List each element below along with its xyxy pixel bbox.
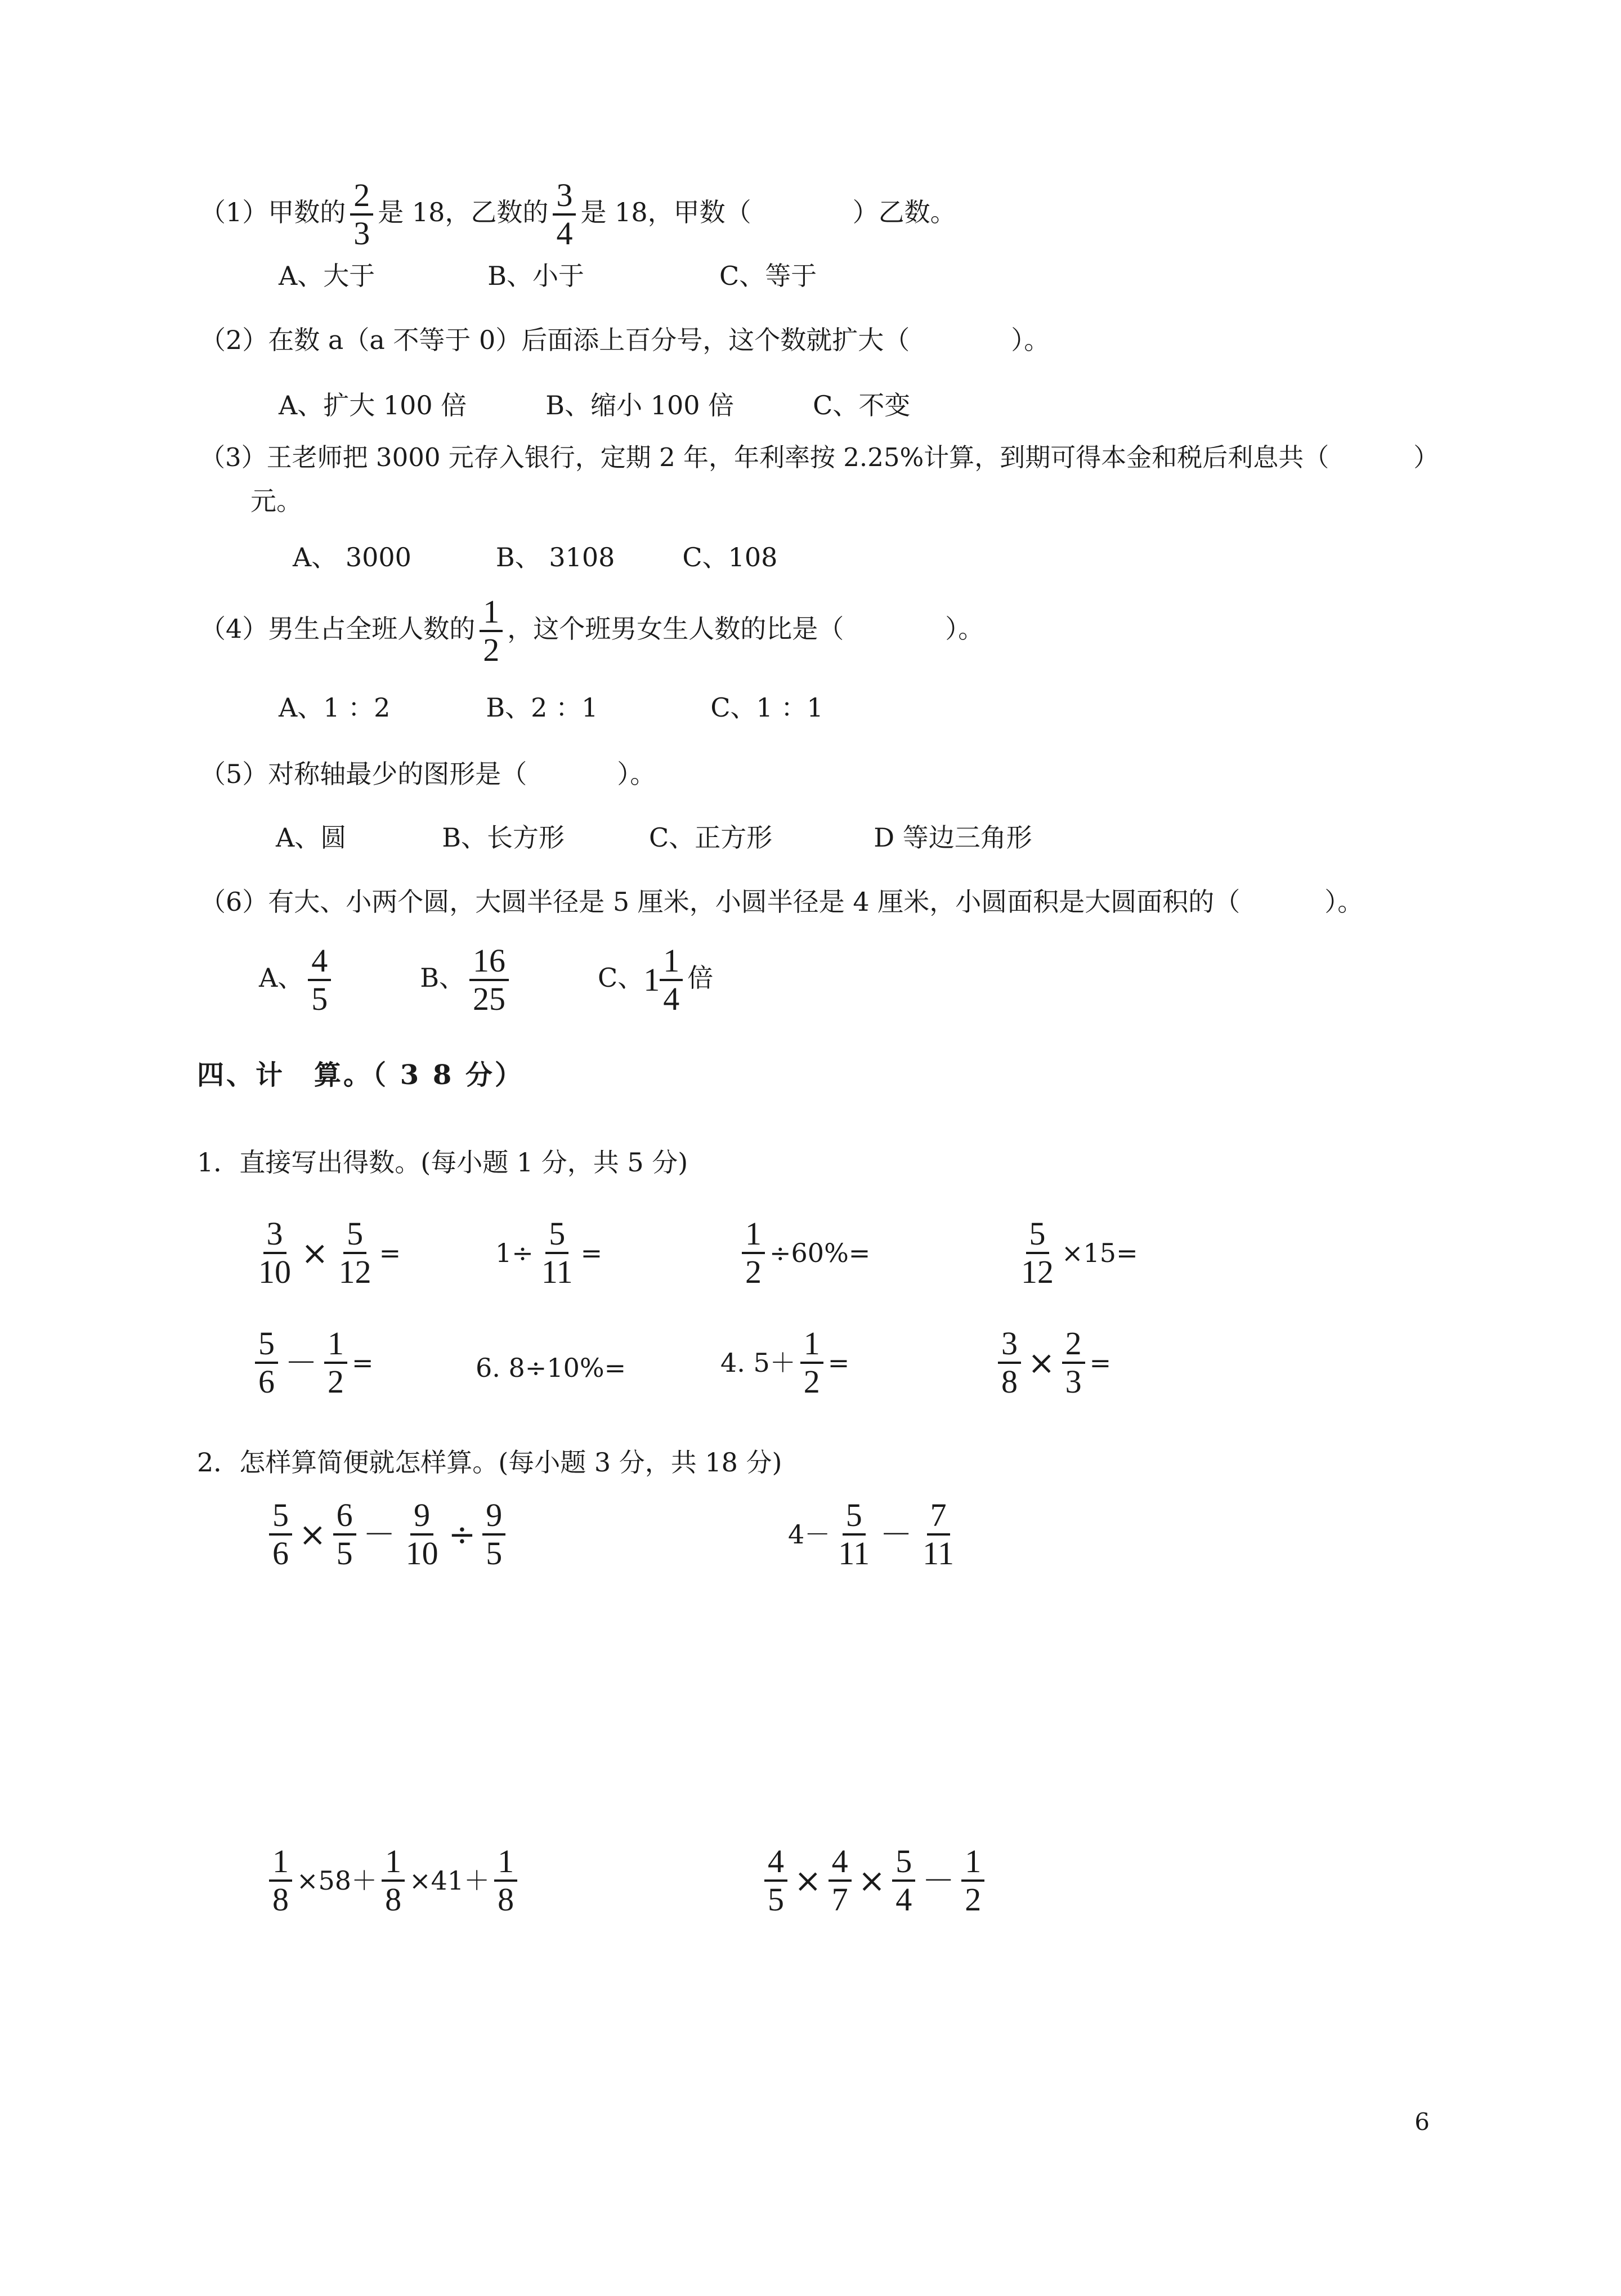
numerator: 16 [469, 943, 509, 981]
q5-options [276, 821, 1032, 854]
fraction [480, 594, 503, 668]
denominator: 11 [838, 1535, 870, 1572]
numerator: 4 [829, 1843, 852, 1882]
operator: － [922, 1861, 955, 1900]
fraction [892, 1843, 915, 1918]
denominator: 25 [473, 981, 506, 1017]
operator: － [362, 1515, 396, 1554]
numerator: 1 [742, 1216, 765, 1254]
calc1-expr-5: $\frac{5}{6}$ － $\frac{1}{2}$ = [250, 1326, 374, 1400]
option-b[interactable]: B、小于 [487, 261, 585, 291]
q4-options [279, 691, 823, 724]
calc1-expr-4: $\frac{5}{12}$ ×15= [1013, 1216, 1138, 1290]
denominator: 5 [311, 981, 328, 1017]
numerator: 1 [269, 1843, 292, 1882]
numerator: 5 [255, 1326, 278, 1364]
option-a[interactable]: A、大于 [279, 261, 375, 291]
denominator: 4 [895, 1881, 912, 1918]
denominator: 10 [405, 1535, 438, 1572]
denominator: 5 [768, 1881, 784, 1918]
operator: － [880, 1515, 913, 1554]
fraction [494, 1843, 517, 1918]
denominator: 2 [745, 1254, 762, 1290]
calc2-expr-3: $\frac{1}{8}$ ×58＋ $\frac{1}{8}$ ×41＋ $\frac{1}{8}$ [265, 1843, 522, 1918]
numerator: 7 [927, 1497, 950, 1536]
q3-stem: （3）王老师把 3000 元存入银行，定期 2 年，年利率按 2.25%计算，到期可得本金和税后利息共（ ） [200, 442, 1439, 472]
fraction [255, 1326, 278, 1400]
q2-options [279, 388, 910, 422]
denominator: 12 [1021, 1254, 1054, 1290]
fraction [350, 177, 373, 252]
q3-options [293, 540, 777, 574]
fraction [998, 1326, 1021, 1400]
q6-stem: （6）有大、小两个圆，大圆半径是 5 厘米，小圆半径是 4 厘米，小圆面积是大圆面积的（ ）。 [200, 887, 1364, 917]
denominator: 2 [483, 632, 500, 668]
operator: × [1028, 1344, 1055, 1382]
denominator: 4 [556, 215, 573, 252]
denominator: 2 [803, 1363, 820, 1400]
option-c[interactable]: C、108 [682, 542, 778, 572]
numerator: 1 [800, 1326, 823, 1364]
numerator: 6 [333, 1497, 356, 1536]
operator: × [299, 1515, 326, 1554]
numerator: 3 [553, 177, 576, 216]
fraction [764, 1843, 787, 1918]
numerator: 5 [545, 1216, 568, 1254]
option-c[interactable]: C、1 $\frac{1}{4}$ 倍 [598, 942, 714, 1017]
denominator: 2 [965, 1881, 982, 1918]
option-c[interactable]: C、正方形 [649, 822, 773, 853]
page-number: 6 [1414, 2108, 1430, 2136]
fraction [469, 943, 509, 1017]
denominator: 11 [541, 1254, 573, 1290]
numerator: 2 [350, 177, 373, 216]
denominator: 11 [923, 1535, 955, 1572]
fraction [335, 1216, 375, 1290]
fraction [660, 943, 683, 1017]
denominator: 3 [353, 215, 370, 252]
numerator: 5 [1026, 1216, 1049, 1254]
fraction [1018, 1216, 1057, 1290]
calc1-expr-6: 6. 8÷10%= [476, 1353, 626, 1383]
fraction [308, 943, 331, 1017]
fraction [324, 1326, 347, 1400]
denominator: 10 [258, 1254, 291, 1290]
calc1-expr-2: 1÷ $\frac{5}{11}$ = [495, 1215, 603, 1290]
fraction [1062, 1326, 1085, 1400]
denominator: 4 [663, 981, 680, 1017]
denominator: 5 [336, 1535, 353, 1572]
q2-stem: （2）在数 a（a 不等于 0）后面添上百分号，这个数就扩大（ ）。 [200, 325, 1050, 355]
q1-stem: （1）甲数的 $\frac{2}{3}$ 是 18，乙数的 $\frac{3}{4}$ 是 18，甲数（ ）乙数。 [200, 177, 956, 252]
option-b[interactable]: B、2 ：1 [486, 692, 598, 723]
operator: ÷ [448, 1515, 476, 1554]
option-c[interactable]: C、等于 [719, 261, 817, 291]
denominator: 12 [338, 1254, 371, 1290]
option-b[interactable]: B、 $\frac{16}{25}$ [420, 943, 513, 1017]
numerator: 9 [482, 1497, 505, 1536]
option-a[interactable]: A、 $\frac{4}{5}$ [259, 943, 335, 1017]
numerator: 4 [764, 1843, 787, 1882]
fraction [553, 177, 576, 252]
option-b[interactable]: B、 3108 [495, 542, 615, 572]
option-a[interactable]: A、圆 [276, 822, 347, 853]
numerator: 9 [410, 1497, 433, 1536]
denominator: 6 [258, 1363, 275, 1400]
numerator: 3 [998, 1326, 1021, 1364]
fraction [538, 1216, 576, 1290]
numerator: 4 [308, 943, 331, 981]
fraction [382, 1843, 405, 1918]
part2-title: 2．怎样算简便就怎样算。(每小题 3 分，共 18 分) [197, 1447, 782, 1478]
numerator: 5 [269, 1497, 292, 1536]
denominator: 2 [328, 1363, 344, 1400]
q3-stem-cont: 元。 [250, 486, 302, 516]
operator: － [285, 1344, 318, 1382]
fraction [919, 1497, 957, 1572]
calc2-expr-2: 4－ $\frac{5}{11}$ － $\frac{7}{11}$ [788, 1497, 962, 1572]
option-a[interactable]: A、1 ：2 [279, 692, 391, 723]
q4-stem: （4）男生占全班人数的 $\frac{1}{2}$ ，这个班男女生人数的比是（ ）。 [200, 593, 984, 668]
denominator: 6 [272, 1535, 289, 1572]
fraction [829, 1843, 852, 1918]
numerator: 1 [961, 1843, 984, 1882]
numerator: 5 [843, 1497, 866, 1536]
fraction [742, 1216, 765, 1290]
q5-stem: （5）对称轴最少的图形是（ ）。 [200, 759, 656, 789]
option-d[interactable]: D 等边三角形 [874, 822, 1032, 853]
denominator: 8 [385, 1881, 402, 1918]
fraction [835, 1497, 873, 1572]
q6-options [259, 943, 713, 1017]
calc1-expr-3: $\frac{1}{2}$ ÷60%= [737, 1216, 870, 1290]
fraction [800, 1326, 823, 1400]
calc1-expr-1: $\frac{3}{10}$ × $\frac{5}{12}$ = [250, 1216, 401, 1290]
fraction [961, 1843, 984, 1918]
fraction [269, 1843, 292, 1918]
calc1-expr-7: 4. 5＋ $\frac{1}{2}$ = [720, 1325, 850, 1400]
option-a[interactable]: A、 3000 [293, 542, 411, 572]
fraction [269, 1497, 292, 1572]
option-b[interactable]: B、长方形 [442, 822, 565, 853]
operator: × [794, 1861, 822, 1900]
numerator: 1 [480, 594, 503, 632]
option-c[interactable]: C、不变 [813, 390, 911, 420]
section-heading: 四、计 算。（ 3 8 分） [197, 1059, 524, 1091]
numerator: 2 [1062, 1326, 1085, 1364]
numerator: 5 [343, 1216, 366, 1254]
denominator: 8 [1001, 1363, 1018, 1400]
denominator: 8 [498, 1881, 514, 1918]
numerator: 5 [892, 1843, 915, 1882]
calc1-expr-8: $\frac{3}{8}$ × $\frac{2}{3}$ = [993, 1326, 1111, 1400]
denominator: 3 [1065, 1363, 1082, 1400]
denominator: 8 [272, 1881, 289, 1918]
calc2-expr-4 [760, 1843, 989, 1918]
numerator: 3 [263, 1216, 286, 1254]
part1-title: 1．直接写出得数。(每小题 1 分，共 5 分) [197, 1147, 688, 1178]
operator: × [301, 1234, 329, 1272]
fraction [333, 1497, 356, 1572]
fraction [402, 1497, 442, 1572]
fraction [255, 1216, 294, 1290]
option-b[interactable]: B、缩小 100 倍 [545, 390, 735, 420]
fraction [482, 1497, 505, 1572]
denominator: 5 [486, 1535, 503, 1572]
calc2-expr-1 [265, 1497, 510, 1572]
numerator: 1 [324, 1326, 347, 1364]
option-a[interactable]: A、扩大 100 倍 [279, 390, 467, 420]
denominator: 7 [831, 1881, 848, 1918]
operator: × [858, 1861, 886, 1900]
numerator: 1 [382, 1843, 405, 1882]
numerator: 1 [660, 943, 683, 981]
q1-options [279, 259, 817, 293]
numerator: 1 [494, 1843, 517, 1882]
option-c[interactable]: C、1 ：1 [710, 692, 823, 723]
